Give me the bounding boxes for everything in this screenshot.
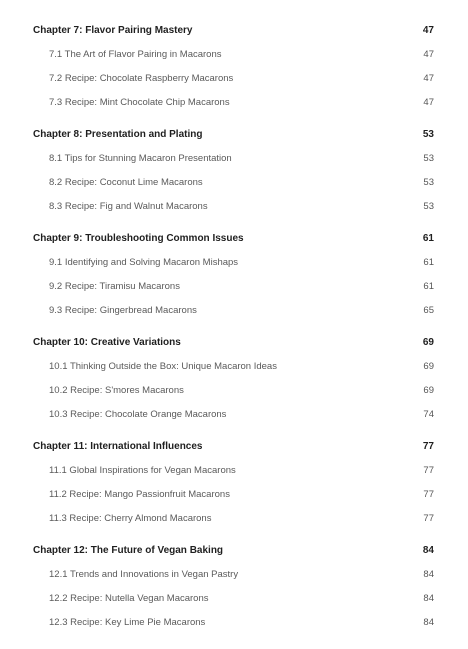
section-page-number: 84 (423, 617, 434, 628)
section-page-number: 84 (423, 569, 434, 580)
section-title: 9.2 Recipe: Tiramisu Macarons (49, 281, 180, 292)
chapter-title: Chapter 12: The Future of Vegan Baking (33, 545, 224, 556)
section-title: 10.3 Recipe: Chocolate Orange Macarons (49, 409, 227, 420)
section-entry[interactable] (33, 91, 434, 115)
section-title: 8.3 Recipe: Fig and Walnut Macarons (49, 201, 208, 212)
chapter-title: Chapter 8: Presentation and Plating (33, 129, 203, 140)
section-page-number: 53 (423, 153, 434, 164)
section-title: 8.2 Recipe: Coconut Lime Macarons (49, 177, 203, 188)
chapter-entry[interactable] (33, 331, 434, 355)
section-entry[interactable] (33, 379, 434, 403)
chapter-page-number: 77 (422, 441, 434, 452)
section-title: 7.1 The Art of Flavor Pairing in Macarons (49, 49, 222, 60)
chapter-block (33, 435, 434, 531)
section-entry[interactable] (33, 563, 434, 587)
section-page-number: 69 (423, 361, 434, 372)
chapter-entry[interactable] (33, 19, 434, 43)
section-page-number: 61 (423, 281, 434, 292)
section-page-number: 74 (423, 409, 434, 420)
section-title: 10.2 Recipe: S'mores Macarons (49, 385, 184, 396)
section-page-number: 47 (423, 97, 434, 108)
section-page-number: 65 (423, 305, 434, 316)
chapter-block (33, 123, 434, 219)
chapter-block (33, 539, 434, 635)
chapter-title: Chapter 7: Flavor Pairing Mastery (33, 25, 193, 36)
section-title: 9.1 Identifying and Solving Macaron Mishaps (49, 257, 239, 268)
section-page-number: 77 (423, 465, 434, 476)
section-entry[interactable] (33, 195, 434, 219)
section-title: 11.2 Recipe: Mango Passionfruit Macarons (49, 489, 230, 500)
chapter-block (33, 227, 434, 323)
section-entry[interactable] (33, 299, 434, 323)
section-title: 12.1 Trends and Innovations in Vegan Pastry (49, 569, 239, 580)
section-entry[interactable] (33, 587, 434, 611)
section-entry[interactable] (33, 483, 434, 507)
chapter-page-number: 53 (422, 129, 434, 140)
section-entry[interactable] (33, 251, 434, 275)
chapter-entry[interactable] (33, 539, 434, 563)
section-page-number: 47 (423, 49, 434, 60)
section-title: 10.1 Thinking Outside the Box: Unique Macaron Ideas (49, 361, 277, 372)
section-title: 11.1 Global Inspirations for Vegan Macarons (49, 465, 236, 476)
chapter-title: Chapter 11: International Influences (33, 441, 203, 452)
section-entry[interactable] (33, 147, 434, 171)
section-title: 11.3 Recipe: Cherry Almond Macarons (49, 513, 212, 524)
section-title: 9.3 Recipe: Gingerbread Macarons (49, 305, 197, 316)
section-entry[interactable] (33, 611, 434, 635)
chapter-entry[interactable] (33, 435, 434, 459)
section-entry[interactable] (33, 403, 434, 427)
section-entry[interactable] (33, 43, 434, 67)
section-page-number: 53 (423, 201, 434, 212)
section-page-number: 77 (423, 513, 434, 524)
chapter-page-number: 69 (422, 337, 434, 348)
section-entry[interactable] (33, 355, 434, 379)
section-entry[interactable] (33, 507, 434, 531)
section-title: 12.2 Recipe: Nutella Vegan Macarons (49, 593, 209, 604)
chapter-title: Chapter 10: Creative Variations (33, 337, 181, 348)
section-page-number: 53 (423, 177, 434, 188)
chapter-page-number: 61 (422, 233, 434, 244)
section-page-number: 47 (423, 73, 434, 84)
section-page-number: 84 (423, 593, 434, 604)
section-entry[interactable] (33, 275, 434, 299)
chapter-page-number: 84 (422, 545, 434, 556)
section-page-number: 77 (423, 489, 434, 500)
chapter-block (33, 331, 434, 427)
chapter-block (33, 19, 434, 115)
section-page-number: 69 (423, 385, 434, 396)
chapter-entry[interactable] (33, 227, 434, 251)
chapter-entry[interactable] (33, 123, 434, 147)
section-title: 7.3 Recipe: Mint Chocolate Chip Macarons (49, 97, 230, 108)
section-entry[interactable] (33, 171, 434, 195)
section-page-number: 61 (423, 257, 434, 268)
section-title: 7.2 Recipe: Chocolate Raspberry Macarons (49, 73, 234, 84)
chapter-title: Chapter 9: Troubleshooting Common Issues (33, 233, 244, 244)
chapter-page-number: 47 (422, 25, 434, 36)
section-title: 12.3 Recipe: Key Lime Pie Macarons (49, 617, 206, 628)
section-title: 8.1 Tips for Stunning Macaron Presentation (49, 153, 232, 164)
section-entry[interactable] (33, 459, 434, 483)
section-entry[interactable] (33, 67, 434, 91)
